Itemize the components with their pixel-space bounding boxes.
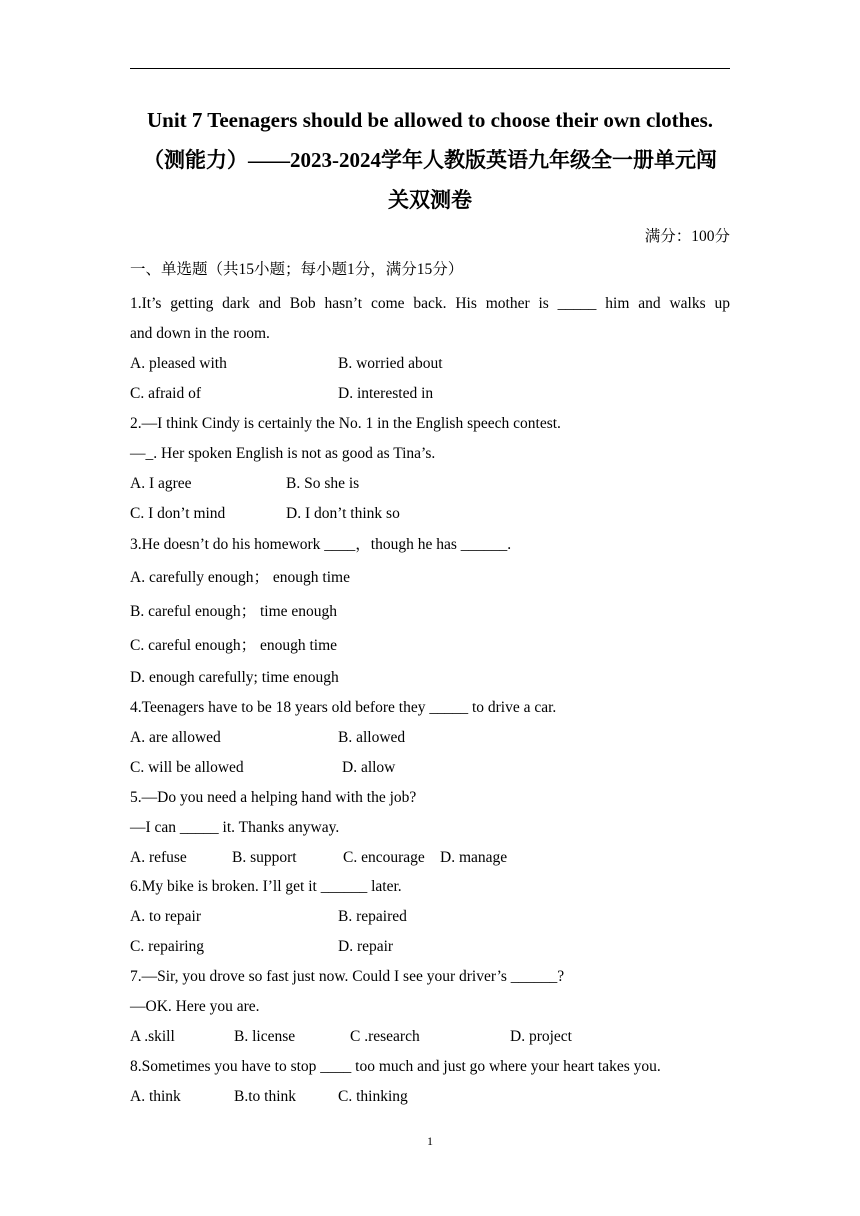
- question-5-option-d: D. manage: [440, 849, 508, 866]
- question-7-option-c: C .research: [350, 1028, 420, 1045]
- question-4-options-row1: [130, 727, 730, 749]
- question-3-option-a: A. carefully enough； enough time: [130, 569, 350, 586]
- question-1-options-row1: [130, 353, 730, 375]
- question-1-option-b: B. worried about: [338, 355, 443, 372]
- question-8-stem: 8.Sometimes you have to stop ____ too much and just go where your heart takes you.: [130, 1058, 661, 1075]
- question-5-option-c: C. encourage: [343, 849, 425, 866]
- question-8-option-c: C. thinking: [338, 1088, 408, 1105]
- question-2-stem: 2.—I think Cindy is certainly the No. 1 in the English speech contest.: [130, 415, 561, 432]
- title-line-1: Unit 7 Teenagers should be allowed to choose their own clothes.: [146, 108, 714, 132]
- question-3-option-d: D. enough carefully; time enough: [130, 669, 339, 686]
- question-5-stem: 5.—Do you need a helping hand with the job?: [130, 789, 417, 806]
- question-1-stem-cont: and down in the room.: [130, 325, 270, 342]
- question-4-option-a: A. are allowed: [130, 729, 221, 746]
- question-1-option-d: D. interested in: [338, 385, 434, 402]
- question-2-option-c: C. I don’t mind: [130, 505, 226, 522]
- question-2-option-b: B. So she is: [286, 475, 360, 492]
- question-8-option-a: A. think: [130, 1088, 181, 1105]
- question-5-stem-cont: —I can _____ it. Thanks anyway.: [130, 819, 340, 836]
- question-2-options-row2: [130, 503, 730, 525]
- question-2-stem-cont: —_. Her spoken English is not as good as Tina’s.: [130, 445, 436, 462]
- question-1-option-c: C. afraid of: [130, 385, 202, 402]
- question-4-option-d: D. allow: [342, 759, 396, 776]
- top-rule: [130, 68, 730, 69]
- question-6-option-c: C. repairing: [130, 938, 205, 955]
- question-1-options-row2: [130, 383, 730, 405]
- section-heading: 一、单选题（共15小题；每小题1分，满分15分）: [130, 261, 464, 278]
- question-7-stem-cont: —OK. Here you are.: [130, 998, 260, 1015]
- question-4-option-c: C. will be allowed: [130, 759, 244, 776]
- question-2-options-row1: [130, 473, 730, 495]
- question-7-option-b: B. license: [234, 1028, 296, 1045]
- question-7-option-a: A .skill: [130, 1028, 175, 1045]
- question-7-stem: 7.—Sir, you drove so fast just now. Could I see your driver’s ______?: [130, 968, 565, 985]
- question-4-option-b: B. allowed: [338, 729, 406, 746]
- full-score: 满分：100分: [644, 228, 730, 245]
- title-line-3: 关双测卷: [388, 188, 472, 212]
- page-number: 1: [427, 1134, 433, 1148]
- question-6-options-row1: [130, 906, 730, 928]
- question-5-option-b: B. support: [232, 849, 297, 866]
- question-2-option-d: D. I don’t think so: [286, 505, 400, 522]
- question-1-stem: 1.It’s getting dark and Bob hasn’t come back. His mother is _____ him and walks up: [130, 295, 730, 312]
- question-7-option-d: D. project: [510, 1028, 572, 1045]
- title-line-2: （测能力）——2023-2024学年人教版英语九年级全一册单元闯: [143, 148, 717, 172]
- question-4-options-row2: [130, 757, 730, 779]
- question-6-option-b: B. repaired: [338, 908, 407, 925]
- question-7-options: [130, 1026, 730, 1048]
- question-6-option-a: A. to repair: [130, 908, 202, 925]
- question-6-option-d: D. repair: [338, 938, 394, 955]
- question-6-options-row2: [130, 936, 730, 958]
- question-3-option-c: C. careful enough； enough time: [130, 637, 338, 654]
- question-8-option-b: B.to think: [234, 1088, 297, 1105]
- question-6-stem: 6.My bike is broken. I’ll get it ______ later.: [130, 878, 402, 895]
- question-2-option-a: A. I agree: [130, 475, 192, 492]
- question-3-option-b: B. careful enough； time enough: [130, 603, 338, 620]
- question-4-stem: 4.Teenagers have to be 18 years old before they _____ to drive a car.: [130, 699, 557, 716]
- question-3-stem: 3.He doesn’t do his homework ____，though he has ______.: [130, 536, 512, 553]
- question-1-option-a: A. pleased with: [130, 355, 227, 372]
- question-5-option-a: A. refuse: [130, 849, 187, 866]
- document-title: [130, 100, 730, 220]
- question-8-options: [130, 1086, 730, 1108]
- question-5-options: [130, 847, 730, 869]
